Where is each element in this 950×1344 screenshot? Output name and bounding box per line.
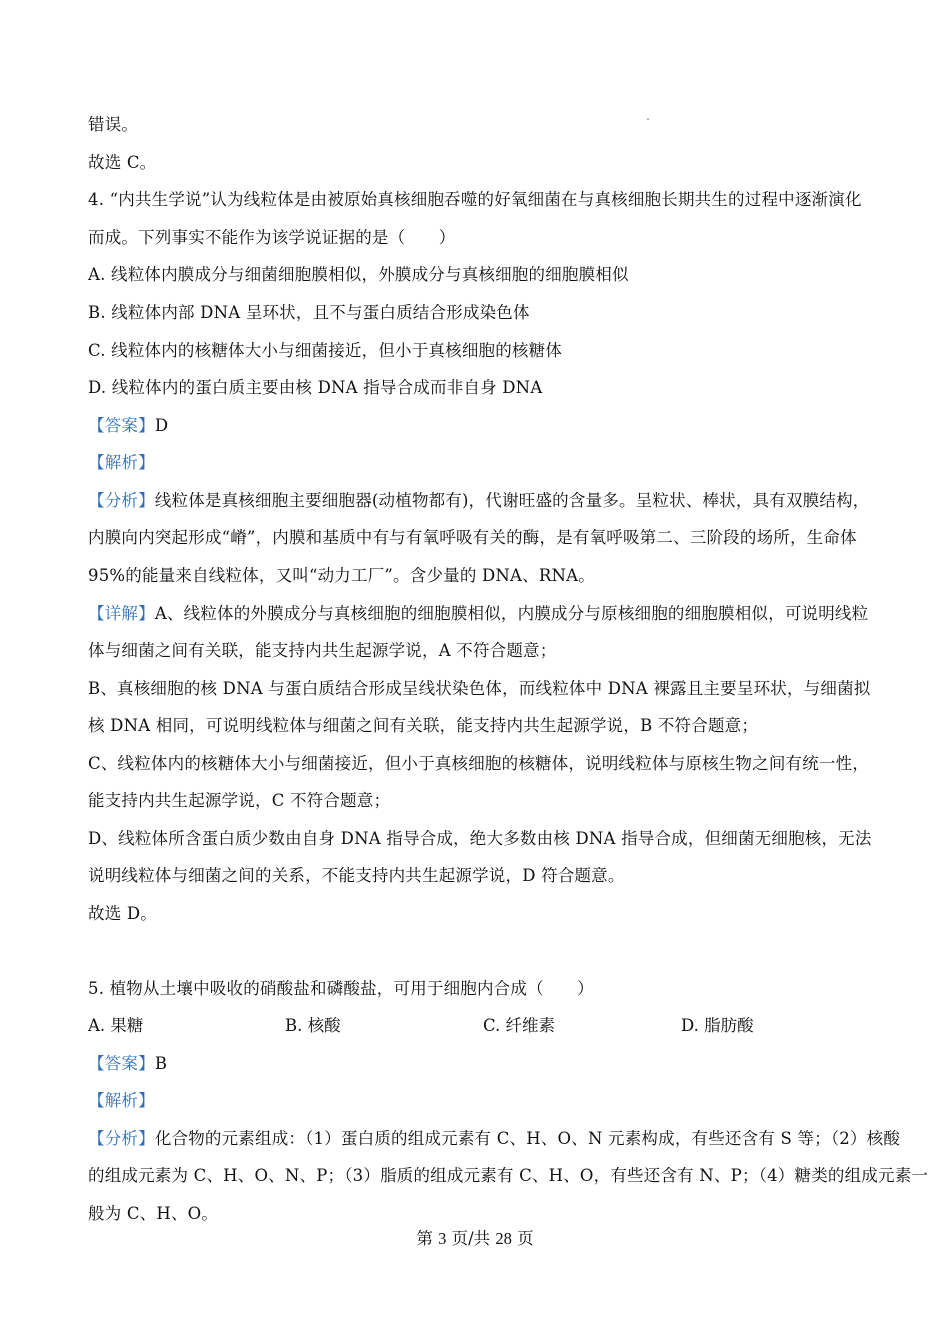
- q5-analysis-tag: 【解析】: [88, 1091, 155, 1110]
- q4-option-c: C. 线粒体内的核糖体大小与细菌接近，但小于真核细胞的核糖体: [88, 341, 563, 360]
- q5-option-a: A. 果糖: [88, 1016, 144, 1035]
- q4-analysis-tag: 【解析】: [88, 453, 155, 472]
- q5-fenxi-text-1: 化合物的元素组成：（1）蛋白质的组成元素有 C、H、O、N 元素构成，有些还含有 S 等；（2）核酸: [154, 1129, 901, 1148]
- q4-option-d: D. 线粒体内的蛋白质主要由核 DNA 指导合成而非自身 DNA: [88, 378, 543, 397]
- q4-fenxi-text-1: 线粒体是真核细胞主要细胞器(动植物都有)，代谢旺盛的含量多。呈粒状、棒状，具有双膜结构，: [154, 491, 870, 510]
- q5-option-c: C. 纤维素: [483, 1016, 556, 1035]
- q4-detail-line-c1: C、线粒体内的核糖体大小与细菌接近，但小于真核细胞的核糖体，说明线粒体与原核生物之间有统一性，: [88, 754, 870, 773]
- q5-answer: [88, 1053, 167, 1075]
- q4-detail-line-b1: B、真核细胞的核 DNA 与蛋白质结合形成呈线状染色体，而线粒体中 DNA 裸露且主要呈环状，与细菌拟: [88, 679, 871, 698]
- q4-fenxi-tag: 【分析】: [88, 491, 155, 510]
- q4-answer: [88, 415, 168, 437]
- q4-answer-tag: 【答案】: [88, 416, 155, 435]
- footer-middle: 页/共: [446, 1229, 496, 1248]
- q5-stem: 5. 植物从土壤中吸收的硝酸盐和磷酸盐，可用于细胞内合成（ ）: [88, 979, 594, 998]
- q4-fenxi-line-3: 95%的能量来自线粒体，又叫“动力工厂”。含少量的 DNA、RNA。: [88, 566, 595, 585]
- page-footer: [0, 1228, 950, 1250]
- previous-answer-tail: 错误。: [88, 115, 139, 134]
- q5-answer-tag: 【答案】: [88, 1054, 155, 1073]
- q4-detail-line-d2: 说明线粒体与细菌之间的关系，不能支持内共生起源学说，D 符合题意。: [88, 866, 625, 885]
- q5-fenxi-line-2: 的组成元素为 C、H、O、N、P；（3）脂质的组成元素有 C、H、O，有些还含有 N、P；（4）糖类的组成元素一: [88, 1166, 929, 1185]
- q5-option-b: B. 核酸: [285, 1016, 341, 1035]
- q4-stem-line-1: 4. “内共生学说”认为线粒体是由被原始真核细胞吞噬的好氧细菌在与真核细胞长期共生的过程中逐渐演化: [88, 190, 862, 209]
- scan-speck: [647, 118, 649, 120]
- q4-fenxi-line-2: 内膜向内突起形成“嵴”，内膜和基质中有与有氧呼吸有关的酶，是有氧呼吸第二、三阶段的场所，生命体: [88, 528, 857, 547]
- q4-detail-text-a1: A、线粒体的外膜成分与真核细胞的细胞膜相似，内膜成分与原核细胞的细胞膜相似，可说明线粒: [154, 604, 869, 623]
- q4-detail-line-a1: [88, 603, 868, 625]
- q4-detail-tag: 【详解】: [88, 604, 155, 623]
- q4-detail-line-a2: 体与细菌之间有关联，能支持内共生起源学说，A 不符合题意；: [88, 641, 557, 660]
- q5-option-d: D. 脂肪酸: [681, 1016, 754, 1035]
- q4-detail-line-c2: 能支持内共生起源学说，C 不符合题意；: [88, 791, 391, 810]
- q5-fenxi-line-1: [88, 1128, 900, 1150]
- q4-fenxi-line-1: [88, 490, 870, 512]
- q4-stem-line-2: 而成。下列事实不能作为该学说证据的是（ ）: [88, 228, 456, 247]
- q4-option-b: B. 线粒体内部 DNA 呈环状，且不与蛋白质结合形成染色体: [88, 303, 530, 322]
- footer-prefix: 第: [416, 1229, 439, 1248]
- q4-option-a: A. 线粒体内膜成分与细菌细胞膜相似，外膜成分与真核细胞的细胞膜相似: [88, 265, 629, 284]
- q5-fenxi-tag: 【分析】: [88, 1129, 155, 1148]
- q4-detail-line-d1: D、线粒体所含蛋白质少数由自身 DNA 指导合成，绝大多数由核 DNA 指导合成，但细菌无细胞核，无法: [88, 829, 872, 848]
- q5-fenxi-line-3: 般为 C、H、O。: [88, 1204, 219, 1223]
- q4-detail-line-b2: 核 DNA 相同，可说明线粒体与细菌之间有关联，能支持内共生起源学说，B 不符合题意；: [88, 716, 759, 735]
- previous-choice: 故选 C。: [88, 153, 157, 172]
- footer-suffix: 页: [511, 1229, 534, 1248]
- footer-page-number: 3: [438, 1229, 447, 1248]
- q4-choice: 故选 D。: [88, 904, 157, 923]
- q5-answer-value: B: [154, 1054, 168, 1073]
- footer-total-pages: 28: [495, 1229, 512, 1248]
- q4-answer-value: D: [154, 416, 169, 435]
